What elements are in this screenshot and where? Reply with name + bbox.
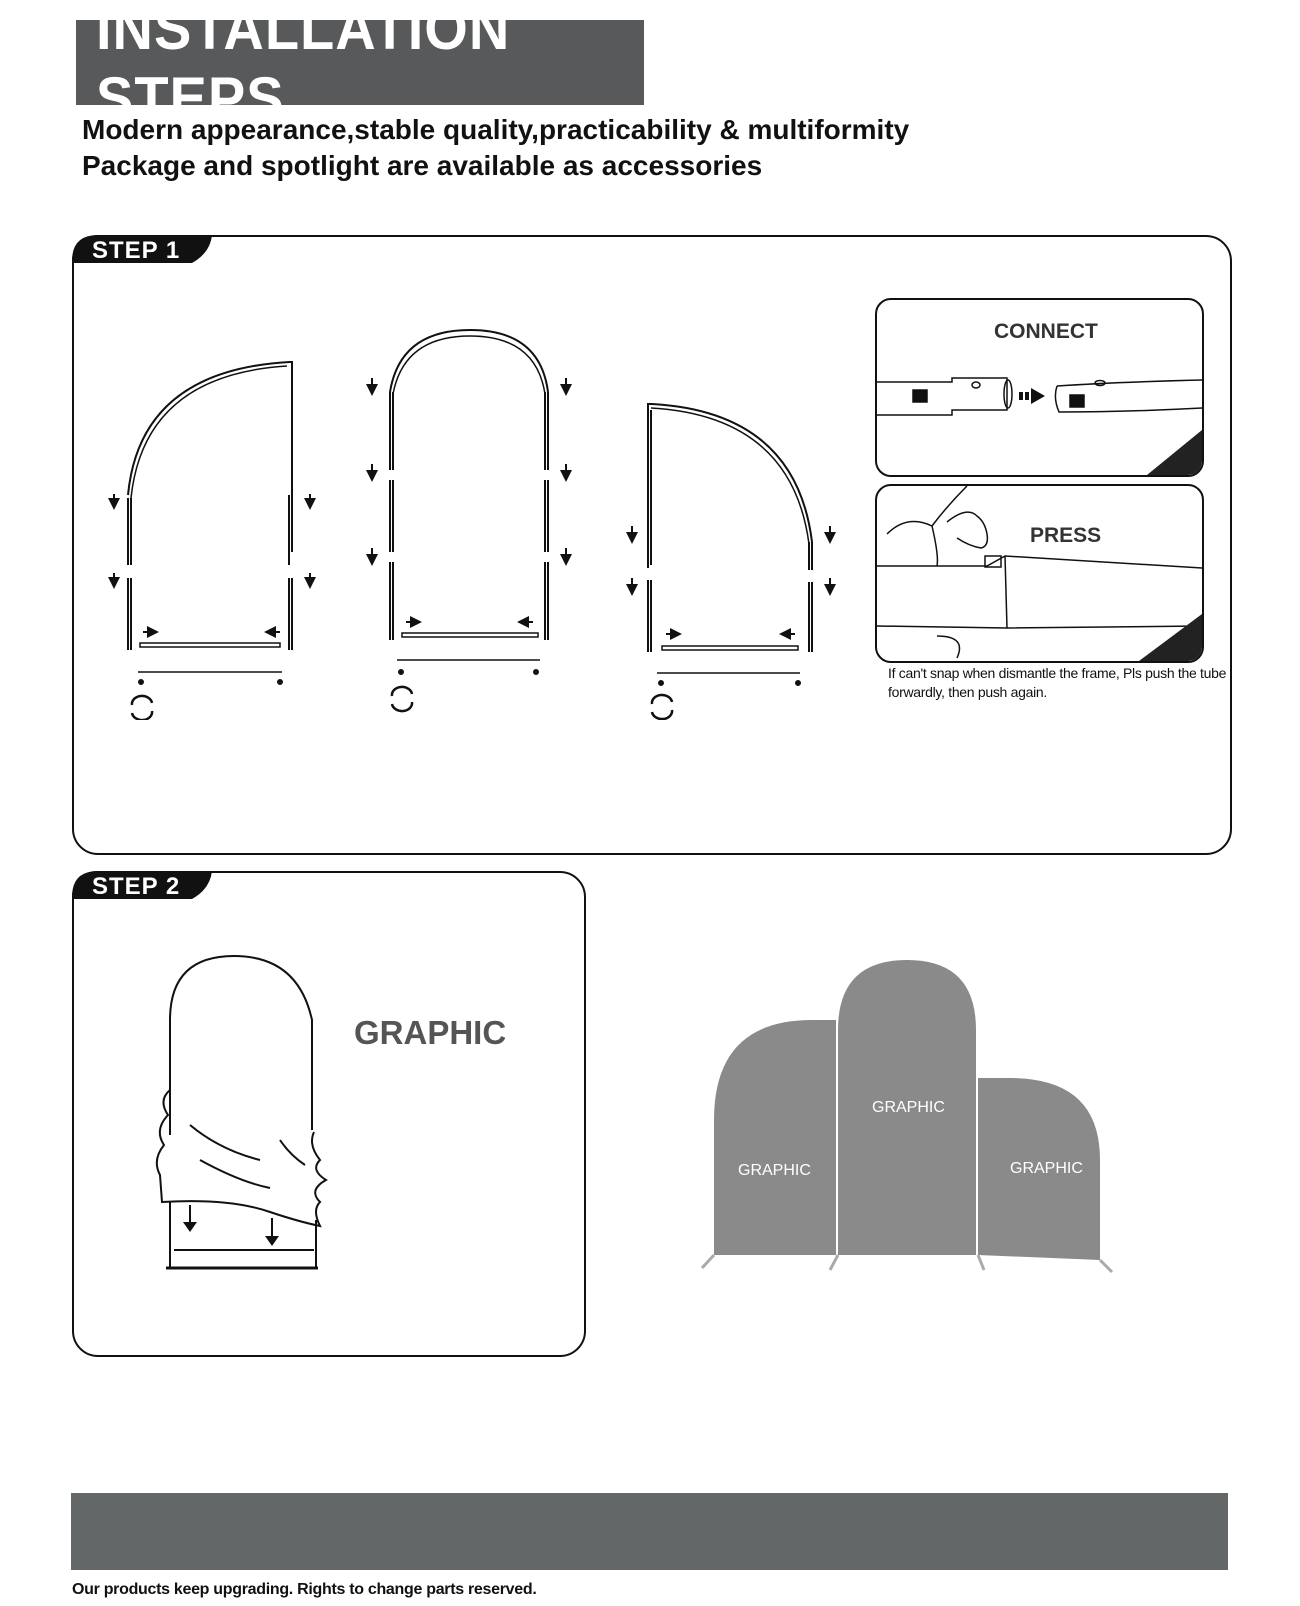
- step2-label: STEP 2: [92, 873, 181, 900]
- arch-panel-left: [714, 1020, 836, 1255]
- press-hand-drawing: [877, 486, 1202, 661]
- arch-label-center: GRAPHIC: [872, 1099, 945, 1116]
- arch-label-right: GRAPHIC: [1010, 1160, 1083, 1177]
- arch-label-left: GRAPHIC: [738, 1162, 811, 1179]
- title-banner: [76, 0, 644, 132]
- page-title: INSTALLATION STEPS: [96, 0, 511, 132]
- connect-label: CONNECT: [994, 320, 1098, 343]
- footer-note: Our products keep upgrading. Rights to change parts reserved.: [72, 1581, 537, 1598]
- connect-tube-drawing: [877, 300, 1202, 475]
- footer-bar: [71, 1493, 1228, 1570]
- step1-label: STEP 1: [92, 237, 181, 264]
- connect-illustration: [875, 298, 1204, 477]
- frame-diagram-full-arch: [372, 330, 566, 711]
- press-label: PRESS: [1030, 524, 1102, 547]
- dismantle-note: If can't snap when dismantle the frame, Pls push the tube forwardly, then push again.: [888, 665, 1227, 700]
- graphic-label: GRAPHIC: [354, 1014, 507, 1051]
- subtitle-line-2: Package and spotlight are available as accessories: [82, 150, 763, 181]
- fabric-cover-drawing: [150, 950, 350, 1280]
- frame-diagrams: [100, 320, 860, 720]
- step1-tab: [72, 235, 212, 265]
- frame-diagram-right-arch: [632, 404, 830, 719]
- frame-diagram-left-arch: [114, 362, 310, 720]
- step2-tab: [72, 871, 212, 901]
- press-illustration: [875, 484, 1204, 663]
- arch-backdrop-set: [700, 950, 1120, 1290]
- subtitle-line-1: Modern appearance,stable quality,practicability & multiformity: [82, 114, 910, 145]
